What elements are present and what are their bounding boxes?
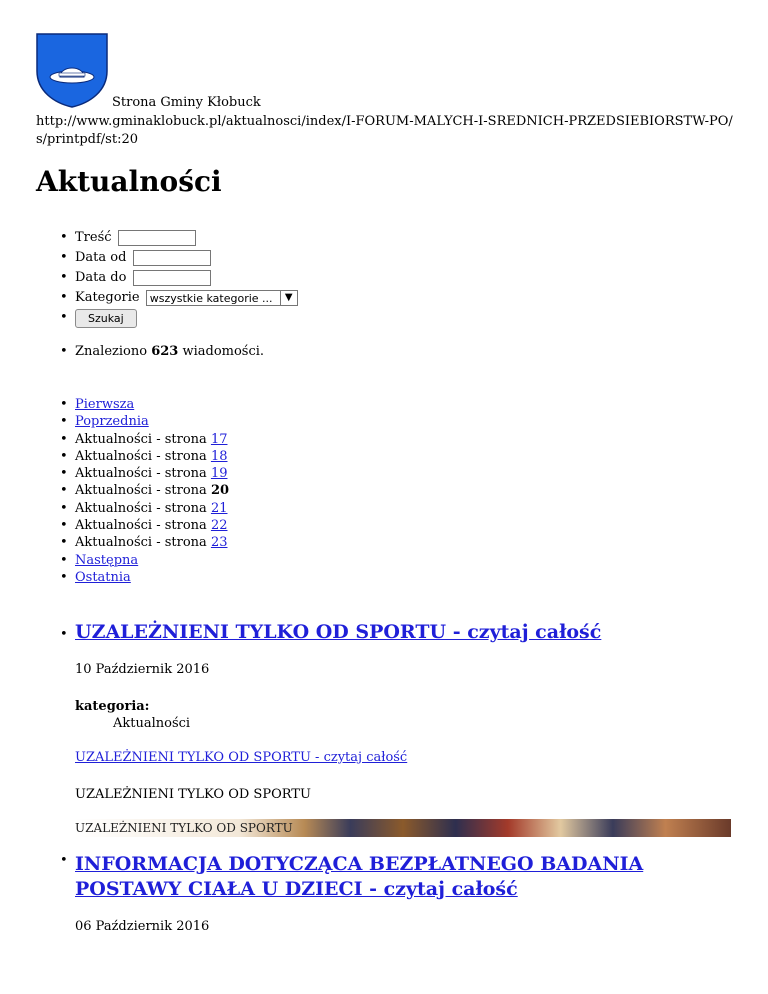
pager-page-link[interactable]: 18 xyxy=(210,448,228,464)
news-date: 06 Październik 2016 xyxy=(75,919,210,934)
news-item xyxy=(36,620,736,837)
site-name: Strona Gminy Kłobuck xyxy=(112,95,261,110)
category-selected-value: wszystkie kategorie ... xyxy=(149,291,273,305)
search-date-from-row xyxy=(36,248,298,268)
results-count-item xyxy=(36,343,264,360)
dropdown-arrow-icon: ▼ xyxy=(280,291,297,305)
pager-page-label: Aktualności - strona xyxy=(75,448,207,464)
date-from-input[interactable] xyxy=(133,250,211,266)
coat-of-arms-icon xyxy=(36,33,108,108)
news-read-more-link[interactable]: UZALEŻNIENI TYLKO OD SPORTU - czytaj całość xyxy=(75,750,408,765)
news-image[interactable] xyxy=(75,819,731,837)
pager-page-label: Aktualności - strona xyxy=(75,483,207,499)
pager-page-link[interactable]: 17 xyxy=(210,431,228,447)
pager-page-link[interactable]: 19 xyxy=(210,466,228,482)
search-category-row xyxy=(36,288,298,308)
pager-page-link[interactable]: 23 xyxy=(210,535,228,551)
content-label: Treść xyxy=(75,230,112,245)
results-suffix: wiadomości. xyxy=(182,344,265,359)
pager-last-link[interactable]: Ostatnia xyxy=(75,569,131,585)
pager-page-label: Aktualności - strona xyxy=(75,466,207,482)
search-submit-row xyxy=(36,308,298,328)
search-content-row xyxy=(36,228,298,248)
pager-page-label: Aktualności - strona xyxy=(75,431,207,447)
pager-current-page: 20 xyxy=(210,483,230,499)
news-title xyxy=(75,620,736,645)
news-category: Aktualności xyxy=(113,716,191,731)
pager-page-link[interactable]: 22 xyxy=(210,518,228,534)
results-count: 623 xyxy=(151,344,179,359)
news-title-link[interactable]: INFORMACJA DOTYCZĄCA BEZPŁATNEGO BADANIA POSTAWY CIAŁA U DZIECI - czytaj całość xyxy=(75,853,644,900)
pager-page-label: Aktualności - strona xyxy=(75,500,207,516)
pager-page-label: Aktualności - strona xyxy=(75,535,207,551)
news-category-label: kategoria: xyxy=(75,699,150,714)
pagination xyxy=(36,396,229,586)
site-header xyxy=(36,33,736,108)
news-lead: UZALEŻNIENI TYLKO OD SPORTU xyxy=(75,787,311,802)
news-item xyxy=(36,852,736,935)
news-image-alt: UZALEŻNIENI TYLKO OD SPORTU xyxy=(75,821,293,835)
news-title xyxy=(75,852,736,902)
search-button[interactable]: Szukaj xyxy=(75,309,137,328)
pager-page-label: Aktualności - strona xyxy=(75,518,207,534)
date-to-label: Data do xyxy=(75,270,127,285)
search-form xyxy=(36,228,298,328)
news-list xyxy=(36,620,736,837)
pager-next-link[interactable]: Następna xyxy=(75,552,139,568)
news-date: 10 Październik 2016 xyxy=(75,662,210,677)
results-prefix: Znaleziono xyxy=(75,344,148,359)
content-input[interactable] xyxy=(118,230,196,246)
news-title-link[interactable]: UZALEŻNIENI TYLKO OD SPORTU - czytaj całość xyxy=(75,621,602,643)
page-url: http://www.gminaklobuck.pl/aktualnosci/index/I-FORUM-MALYCH-I-SREDNICH-PRZEDSIEBIORSTW-PO/s/printpdf/st:20 xyxy=(36,114,733,147)
date-to-input[interactable] xyxy=(133,270,211,286)
pager-page-link[interactable]: 21 xyxy=(210,500,228,516)
news-list xyxy=(36,852,736,935)
pager-first-link[interactable]: Pierwsza xyxy=(75,397,135,412)
search-date-to-row xyxy=(36,268,298,288)
news-read-more xyxy=(75,749,736,766)
date-from-label: Data od xyxy=(75,250,127,265)
pager-prev-link[interactable]: Poprzednia xyxy=(75,414,149,430)
category-label: Kategorie xyxy=(75,290,140,305)
results-summary xyxy=(36,343,264,360)
page-title: Aktualności xyxy=(36,165,222,198)
category-select[interactable] xyxy=(146,290,298,306)
